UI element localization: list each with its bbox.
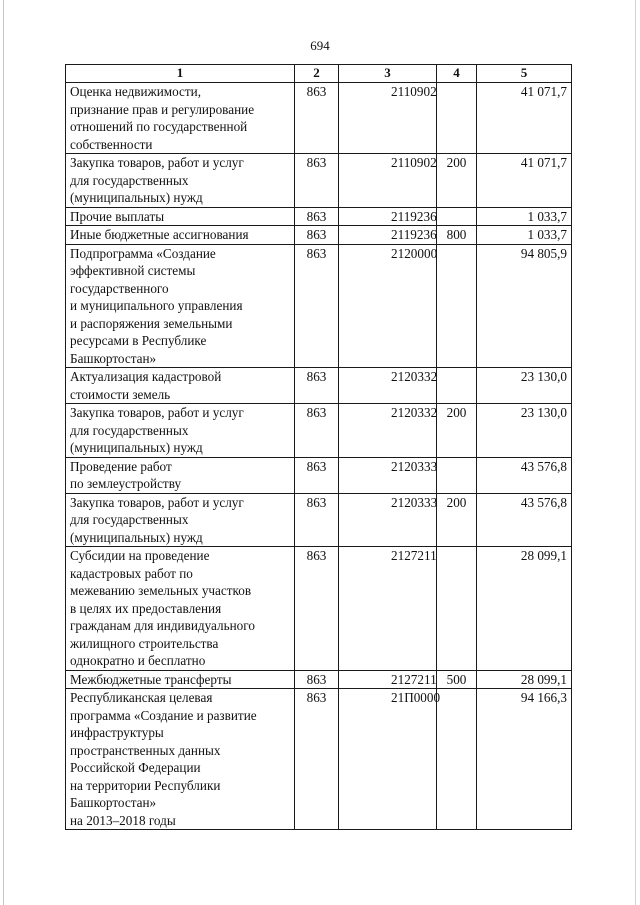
row-name-line: стоимости земель bbox=[70, 386, 171, 402]
row-name-line: однократно и бесплатно bbox=[70, 653, 206, 668]
row-sum-cell: 1 033,7 bbox=[477, 207, 572, 226]
row-csr-cell: 2119236 bbox=[339, 207, 437, 226]
row-name-line: на территории Республики bbox=[70, 777, 221, 793]
row-csr-cell: 2127211 bbox=[339, 547, 437, 671]
row-sum-cell: 28 099,1 bbox=[477, 670, 572, 689]
row-name-line: собственности bbox=[70, 136, 153, 152]
table-row bbox=[66, 670, 572, 689]
row-sum-cell: 41 071,7 bbox=[477, 83, 572, 154]
row-vr-cell bbox=[437, 83, 477, 154]
row-sum-cell: 94 166,3 bbox=[477, 689, 572, 830]
table-row bbox=[66, 207, 572, 226]
row-name-line: и распоряжения земельными bbox=[70, 315, 233, 331]
row-name-cell bbox=[66, 83, 295, 154]
row-name-line: программа «Создание и развитие bbox=[70, 707, 257, 723]
row-sum-cell: 1 033,7 bbox=[477, 226, 572, 245]
row-name-cell bbox=[66, 207, 295, 226]
table-row bbox=[66, 244, 572, 368]
table-row bbox=[66, 404, 572, 458]
row-csr-cell: 2120333 bbox=[339, 457, 437, 493]
row-code-cell: 863 bbox=[295, 244, 339, 368]
row-name-line: Субсидии на проведение bbox=[70, 548, 210, 563]
row-name-line: признание прав и регулирование bbox=[70, 101, 255, 117]
row-code-cell: 863 bbox=[295, 670, 339, 689]
row-name-line: межеванию земельных участков bbox=[70, 583, 252, 598]
row-name-line: (муниципальных) нужд bbox=[70, 440, 203, 455]
row-name-cell bbox=[66, 244, 295, 368]
row-code-cell: 863 bbox=[295, 83, 339, 154]
row-name-line: (муниципальных) нужд bbox=[70, 190, 203, 205]
row-sum-cell: 43 576,8 bbox=[477, 457, 572, 493]
row-vr-cell: 200 bbox=[437, 493, 477, 547]
page-number: 694 bbox=[310, 38, 330, 53]
row-code-cell: 863 bbox=[295, 154, 339, 208]
row-name-cell bbox=[66, 547, 295, 671]
row-code-cell: 863 bbox=[295, 404, 339, 458]
row-name-cell bbox=[66, 457, 295, 493]
table-row bbox=[66, 547, 572, 671]
row-sum-cell: 43 576,8 bbox=[477, 493, 572, 547]
row-code-cell: 863 bbox=[295, 689, 339, 830]
row-csr-cell: 2110902 bbox=[339, 83, 437, 154]
row-name-line: гражданам для индивидуального bbox=[70, 618, 255, 633]
row-name-line: Башкортостан» bbox=[70, 350, 157, 366]
row-csr-cell: 21П0000 bbox=[339, 689, 437, 830]
budget-table bbox=[65, 64, 572, 830]
row-name-line: эффективной системы bbox=[70, 263, 196, 278]
row-vr-cell bbox=[437, 244, 477, 368]
row-name-line: для государственных bbox=[70, 512, 189, 527]
table-row bbox=[66, 154, 572, 208]
row-name-line: Иные бюджетные ассигнования bbox=[70, 227, 249, 242]
row-vr-cell bbox=[437, 547, 477, 671]
row-vr-cell bbox=[437, 368, 477, 404]
row-name-line: государственного bbox=[70, 280, 169, 296]
row-name-line: Оценка недвижимости, bbox=[70, 84, 201, 99]
row-vr-cell: 200 bbox=[437, 154, 477, 208]
row-name-cell bbox=[66, 226, 295, 245]
row-sum-cell: 23 130,0 bbox=[477, 368, 572, 404]
row-name-line: Межбюджетные трансферты bbox=[70, 671, 232, 687]
header-col-4: 4 bbox=[437, 65, 477, 83]
row-name-line: Закупка товаров, работ и услуг bbox=[70, 494, 244, 510]
row-name-line: на 2013–2018 годы bbox=[70, 812, 176, 828]
row-sum-cell: 94 805,9 bbox=[477, 244, 572, 368]
scan-edge-right bbox=[635, 0, 636, 905]
row-name-cell bbox=[66, 368, 295, 404]
header-col-1: 1 bbox=[66, 65, 295, 83]
row-name-line: Российской Федерации bbox=[70, 760, 201, 775]
row-name-line: инфраструктуры bbox=[70, 725, 164, 740]
row-csr-cell: 2120000 bbox=[339, 244, 437, 368]
row-name-line: для государственных bbox=[70, 172, 189, 188]
row-name-line: отношений по государственной bbox=[70, 119, 248, 134]
table-row bbox=[66, 368, 572, 404]
row-name-line: кадастровых работ по bbox=[70, 565, 193, 581]
row-name-line: Закупка товаров, работ и услуг bbox=[70, 405, 244, 420]
row-sum-cell: 28 099,1 bbox=[477, 547, 572, 671]
row-name-line: для государственных bbox=[70, 422, 189, 438]
row-name-line: Республиканская целевая bbox=[70, 690, 213, 705]
header-col-5: 5 bbox=[477, 65, 572, 83]
row-csr-cell: 2119236 bbox=[339, 226, 437, 245]
row-csr-cell: 2120333 bbox=[339, 493, 437, 547]
table-row bbox=[66, 226, 572, 245]
row-name-line: Башкортостан» bbox=[70, 795, 157, 810]
row-code-cell: 863 bbox=[295, 493, 339, 547]
row-name-cell bbox=[66, 154, 295, 208]
row-vr-cell: 200 bbox=[437, 404, 477, 458]
row-name-cell bbox=[66, 670, 295, 689]
row-csr-cell: 2127211 bbox=[339, 670, 437, 689]
row-vr-cell bbox=[437, 207, 477, 226]
row-name-line: и муниципального управления bbox=[70, 298, 243, 313]
row-name-line: Проведение работ bbox=[70, 458, 172, 474]
row-name-line: ресурсами в Республике bbox=[70, 333, 207, 348]
table-body bbox=[66, 83, 572, 830]
row-name-cell bbox=[66, 493, 295, 547]
row-code-cell: 863 bbox=[295, 207, 339, 226]
table-row bbox=[66, 493, 572, 547]
row-name-line: Прочие выплаты bbox=[70, 208, 165, 224]
row-vr-cell bbox=[437, 457, 477, 493]
row-name-line: Подпрограмма «Создание bbox=[70, 245, 216, 261]
row-code-cell: 863 bbox=[295, 457, 339, 493]
row-name-cell bbox=[66, 404, 295, 458]
row-name-line: по землеустройству bbox=[70, 476, 182, 491]
row-name-line: в целях их предоставления bbox=[70, 600, 222, 616]
row-name-cell bbox=[66, 689, 295, 830]
row-sum-cell: 41 071,7 bbox=[477, 154, 572, 208]
row-name-line: пространственных данных bbox=[70, 742, 221, 758]
row-vr-cell: 500 bbox=[437, 670, 477, 689]
row-name-line: (муниципальных) нужд bbox=[70, 529, 203, 545]
row-sum-cell: 23 130,0 bbox=[477, 404, 572, 458]
row-code-cell: 863 bbox=[295, 226, 339, 245]
row-vr-cell bbox=[437, 689, 477, 830]
table-row bbox=[66, 457, 572, 493]
header-col-2: 2 bbox=[295, 65, 339, 83]
row-csr-cell: 2120332 bbox=[339, 368, 437, 404]
table-row bbox=[66, 83, 572, 154]
table-header-row bbox=[66, 65, 572, 83]
row-vr-cell: 800 bbox=[437, 226, 477, 245]
row-name-line: Актуализация кадастровой bbox=[70, 369, 222, 384]
scan-edge-left bbox=[3, 0, 4, 905]
row-code-cell: 863 bbox=[295, 547, 339, 671]
row-name-line: жилищного строительства bbox=[70, 635, 219, 651]
row-name-line: Закупка товаров, работ и услуг bbox=[70, 155, 244, 170]
row-code-cell: 863 bbox=[295, 368, 339, 404]
header-col-3: 3 bbox=[339, 65, 437, 83]
row-csr-cell: 2110902 bbox=[339, 154, 437, 208]
table-row bbox=[66, 689, 572, 830]
row-csr-cell: 2120332 bbox=[339, 404, 437, 458]
